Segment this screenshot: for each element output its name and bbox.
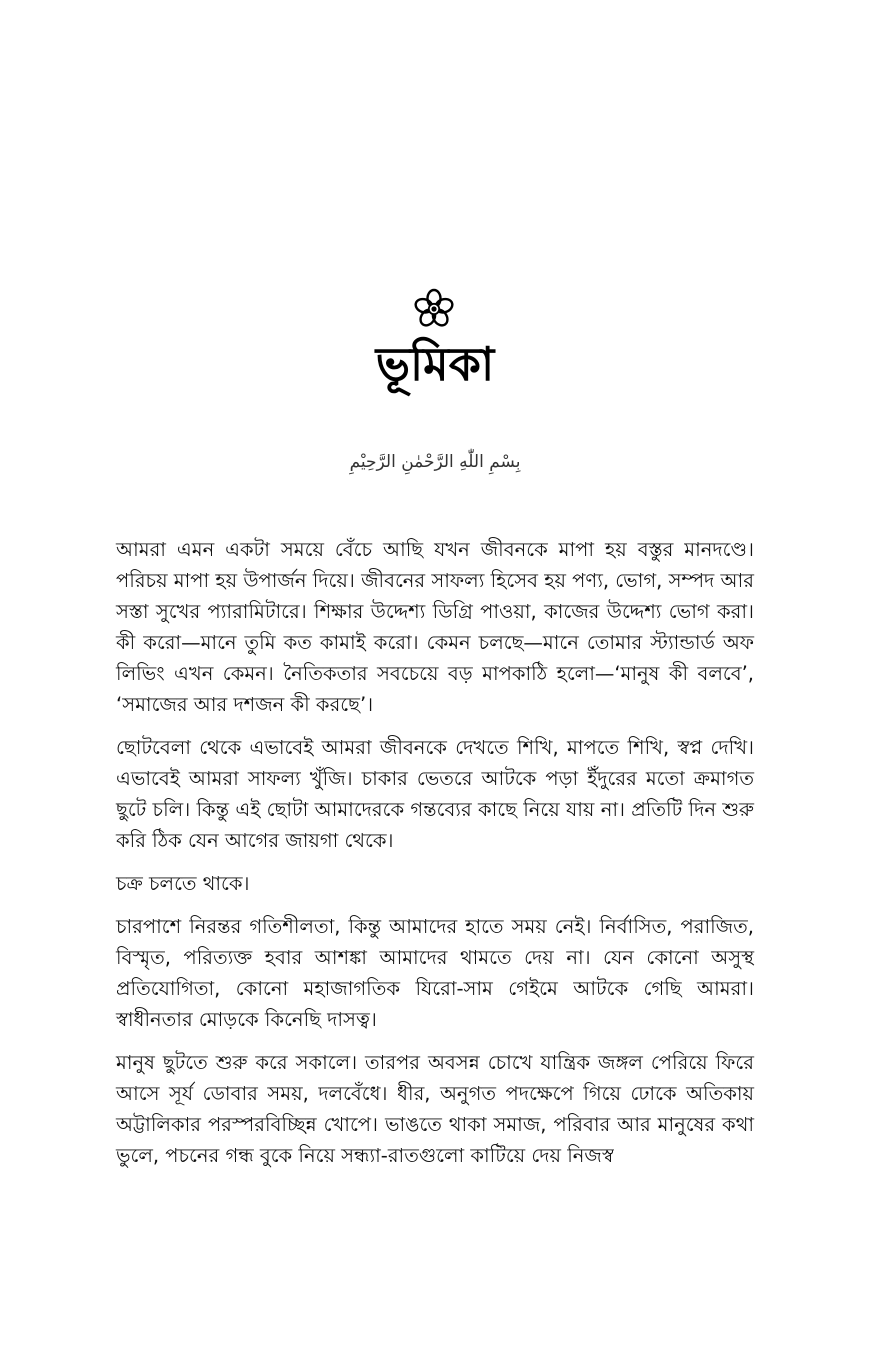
paragraph: আমরা এমন একটা সময়ে বেঁচে আছি যখন জীবনকে মাপা হয় বস্তুর মানদণ্ডে। পরিচয় মাপা হয় উপার্জন দিয়ে। জীবনের সাফল্য হিসেব হয় পণ্য, ভোগ, সম্পদ আর সস্তা সুখের প্যারামিটারে। শিক্ষার উদ্দেশ্য ডিগ্রি পাওয়া, কাজের উদ্দেশ্য ভোগ করা। কী করো—মানে তুমি কত কামাই করো। কেমন চলছে—মানে তোমার স্ট্যান্ডার্ড অফ লিভিং এখন কেমন। নৈতিকতার সবচেয়ে বড় মাপকাঠি হলো—‘মানুষ কী বলবে’, ‘সমাজের আর দশজন কী করছে’। (116, 538, 754, 716)
paragraph: ছোটবেলা থেকে এভাবেই আমরা জীবনকে দেখতে শিখি, মাপতে শিখি, স্বপ্ন দেখি। এভাবেই আমরা সাফল্য খুঁজি। চাকার ভেতরে আটকে পড়া ইঁদুরের মতো ক্রমাগত ছুটে চলি। কিন্তু এই ছোটা আমাদেরকে গন্তব্যের কাছে নিয়ে যায় না। প্রতিটি দিন শুরু করি ঠিক যেন আগের জায়গা থেকে। (116, 736, 754, 852)
paragraph: চক্র চলতে থাকে। (116, 872, 250, 895)
flower-ornament-icon (414, 288, 454, 328)
paragraph: চারপাশে নিরন্তর গতিশীলতা, কিন্তু আমাদের হাতে সময় নেই। নির্বাসিত, পরাজিত, বিস্মৃত, পরিত্যক্ত হবার আশঙ্কা আমাদের থামতে দেয় না। যেন কোনো অসুস্থ প্রতিযোগিতা, কোনো মহাজাগতিক যিরো-সাম গেইমে আটকে গেছি আমরা। স্বাধীনতার মোড়কে কিনেছি দাসত্ব। (116, 915, 754, 1031)
basmala-calligraphy: بِسْمِ اللّٰهِ الرَّحْمٰنِ الرَّحِيْمِ (349, 452, 521, 472)
page-title: ভূমিকা (375, 337, 495, 391)
body-text (116, 534, 754, 1183)
paragraph: মানুষ ছুটতে শুরু করে সকালে। তারপর অবসন্ন চোখে যান্ত্রিক জঙ্গল পেরিয়ে ফিরে আসে সূর্য ডোবার সময়, দলবেঁধে। ধীর, অনুগত পদক্ষেপে গিয়ে ঢোকে অতিকায় অট্টালিকার পরস্পরবিচ্ছিন্ন খোপে। ভাঙতে থাকা সমাজ, পরিবার আর মানুষের কথা ভুলে, পচনের গন্ধ বুকে নিয়ে সন্ধ্যা-রাতগুলো কাটিয়ে দেয় নিজস্ব (116, 1051, 754, 1167)
